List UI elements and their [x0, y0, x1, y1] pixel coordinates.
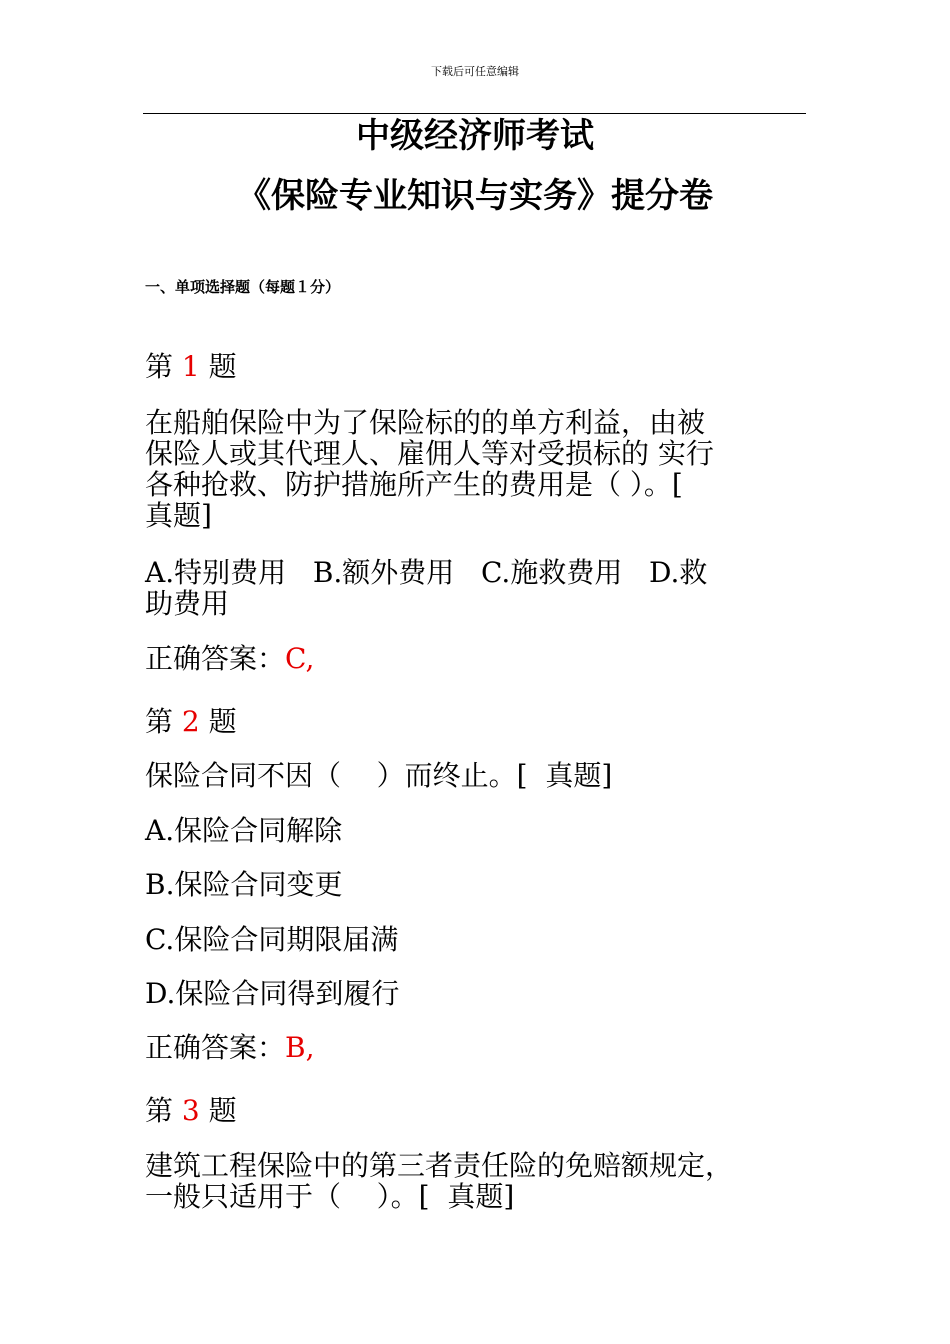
question-2-label	[145, 706, 805, 737]
option-line: A.特别费用 B.额外费用 C.施救费用 D.救	[145, 556, 708, 589]
question-number: 2	[181, 705, 200, 738]
question-2-option-d: D.保险合同得到履行	[145, 977, 400, 1010]
answer-value: B,	[285, 1031, 315, 1064]
question-text-line: 保险人或其代理人、雇佣人等对受损标的 实行	[145, 437, 714, 470]
question-2-text: 保险合同不因（ ）而终止。[ 真题]	[145, 759, 613, 792]
question-2-answer	[145, 1032, 805, 1063]
question-1-answer	[145, 643, 805, 674]
question-text-line: 在船舶保险中为了保险标的的单方利益，由被	[145, 406, 706, 439]
question-2-option-a: A.保险合同解除	[145, 814, 343, 847]
question-text-line: 建筑工程保险中的第三者责任险的免赔额规定，	[145, 1149, 734, 1182]
header-divider	[143, 113, 806, 114]
section-heading: 一、单项选择题（每题１分）	[145, 278, 341, 296]
question-suffix: 题	[208, 350, 237, 383]
answer-label: 正确答案：	[145, 1031, 286, 1064]
question-2-option-c: C.保险合同期限届满	[145, 923, 399, 956]
question-1-options	[145, 557, 805, 619]
header-note: 下载后可任意编辑	[431, 65, 519, 78]
question-3-text	[145, 1150, 805, 1212]
question-number: 1	[181, 350, 200, 383]
question-prefix: 第	[145, 1094, 174, 1127]
question-prefix: 第	[145, 705, 174, 738]
question-3-label	[145, 1095, 805, 1126]
question-suffix: 题	[208, 1094, 237, 1127]
question-suffix: 题	[208, 705, 237, 738]
question-text-line: 各种抢救、防护措施所产生的费用是（ ）。[	[145, 468, 683, 501]
question-text-line: 真题]	[145, 499, 212, 532]
question-prefix: 第	[145, 350, 174, 383]
answer-value: C,	[285, 642, 315, 675]
question-1-label	[145, 351, 805, 382]
question-text-line: 一般只适用于（ ）。[ 真题]	[145, 1180, 515, 1213]
question-number: 3	[181, 1094, 200, 1127]
document-title-line-1: 中级经济师考试	[356, 116, 594, 156]
document-title-line-2: 《保险专业知识与实务》提分卷	[237, 176, 713, 216]
question-2-option-b: B.保险合同变更	[145, 868, 343, 901]
question-1-text	[145, 407, 805, 531]
answer-label: 正确答案：	[145, 642, 286, 675]
option-line: 助费用	[145, 587, 230, 620]
